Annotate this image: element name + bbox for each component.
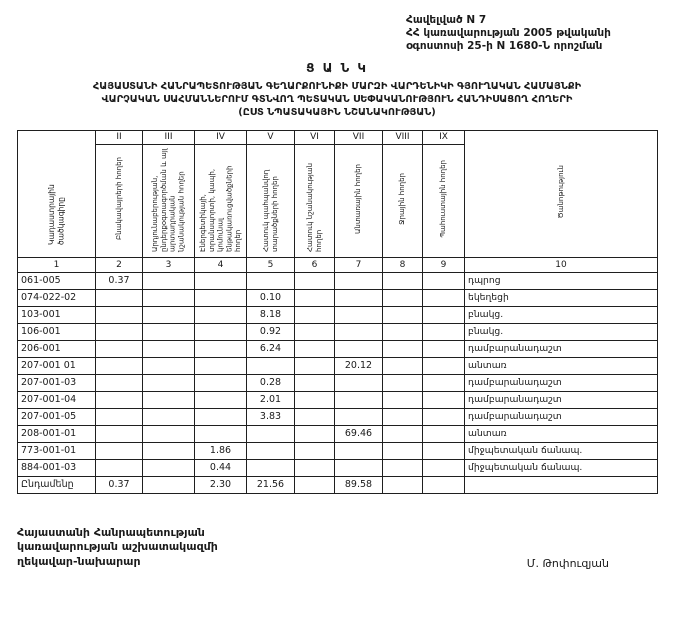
col-number: 6 <box>295 257 335 272</box>
column-number-row <box>18 257 658 272</box>
col-header-water-lands: Ջրային հողեր <box>383 144 423 257</box>
area-value-cell <box>195 357 247 374</box>
table-row <box>18 374 658 391</box>
cadastral-code-cell: 207-001-04 <box>18 391 96 408</box>
doc-title: Ց Ա Ն Կ <box>306 61 368 76</box>
roman-header-2: II <box>96 130 143 144</box>
area-value-cell: 21.56 <box>247 476 295 493</box>
subtitle-line-1: ՀԱՅԱՍՏԱՆԻ ՀԱՆՐԱՊԵՏՈՒԹՅԱՆ ԳԵՂԱՐՔՈՒՆԻՔԻ ՄԱՐԶԻ ՎԱՐԴԵՆԻԿԻ ԳՅՈՒՂԱԿԱՆ ՀԱՄԱՅՆՔԻ <box>92 81 582 93</box>
area-value-cell <box>195 425 247 442</box>
area-value-cell: 6.24 <box>247 340 295 357</box>
area-value-cell <box>143 459 195 476</box>
area-value-cell: 2.01 <box>247 391 295 408</box>
area-value-cell <box>335 408 383 425</box>
note-cell <box>465 476 658 493</box>
area-value-cell <box>195 289 247 306</box>
col-number: 4 <box>195 257 247 272</box>
footer-line-1: Հայաստանի Հանրապետության <box>17 525 205 539</box>
area-value-cell <box>383 340 423 357</box>
area-value-cell <box>423 408 465 425</box>
area-value-cell <box>295 391 335 408</box>
note-cell: դամբարանադաշտ <box>465 340 658 357</box>
area-value-cell <box>295 408 335 425</box>
area-value-cell <box>295 442 335 459</box>
col-header-settlement-lands: Բնակավայրերի հողեր <box>96 144 143 257</box>
table-row <box>18 459 658 476</box>
cadastral-code-cell: 106-001 <box>18 323 96 340</box>
table-row <box>18 272 658 289</box>
area-value-cell: 0.92 <box>247 323 295 340</box>
col-number: 5 <box>247 257 295 272</box>
area-value-cell <box>383 442 423 459</box>
area-value-cell <box>96 357 143 374</box>
area-value-cell <box>195 374 247 391</box>
area-value-cell <box>195 408 247 425</box>
area-value-cell <box>335 340 383 357</box>
footer-line-2: կառավարության աշխատակազմի <box>17 540 218 554</box>
table-row <box>18 408 658 425</box>
note-cell: դպրոց <box>465 272 658 289</box>
area-value-cell <box>247 442 295 459</box>
area-value-cell <box>335 442 383 459</box>
area-value-cell <box>423 340 465 357</box>
cadastral-code-cell: 208-001-01 <box>18 425 96 442</box>
table-total-row <box>18 476 658 493</box>
table-row <box>18 357 658 374</box>
area-value-cell: 0.10 <box>247 289 295 306</box>
table-body <box>18 272 658 493</box>
area-value-cell <box>383 272 423 289</box>
area-value-cell <box>295 476 335 493</box>
col-number: 3 <box>143 257 195 272</box>
area-value-cell <box>143 374 195 391</box>
area-value-cell <box>295 289 335 306</box>
area-value-cell <box>195 391 247 408</box>
area-value-cell <box>295 357 335 374</box>
area-value-cell <box>383 425 423 442</box>
note-cell: դամբարանադաշտ <box>465 391 658 408</box>
area-value-cell <box>96 374 143 391</box>
annex-line-3: օգոստոսի 25-ի N 1680-Ն որոշման <box>406 40 603 53</box>
cadastral-code-cell: 207-001-03 <box>18 374 96 391</box>
col-header-cadastral-code <box>18 130 96 257</box>
area-value-cell <box>295 374 335 391</box>
cadastral-code-cell: 884-001-03 <box>18 459 96 476</box>
area-value-cell <box>423 323 465 340</box>
area-value-cell <box>195 323 247 340</box>
note-cell: բնակց. <box>465 323 658 340</box>
roman-header-9: IX <box>423 130 465 144</box>
area-value-cell: 0.37 <box>96 476 143 493</box>
area-value-cell <box>96 391 143 408</box>
col-header-industrial-lands: Արդյունաբերության, ընդերքօգտագործման և այլ արտադրական նշանակության հողեր <box>143 144 195 257</box>
area-value-cell <box>423 425 465 442</box>
note-header-label: Ծանոթություն <box>556 165 565 219</box>
note-cell: դամբարանադաշտ <box>465 374 658 391</box>
cadastral-code-cell: 207-001 01 <box>18 357 96 374</box>
area-value-cell <box>247 357 295 374</box>
table-header <box>18 130 658 272</box>
area-value-cell <box>295 459 335 476</box>
area-value-cell <box>143 340 195 357</box>
area-value-cell <box>96 289 143 306</box>
total-label-cell: Ընդամենը <box>18 476 96 493</box>
area-value-cell <box>335 306 383 323</box>
footer-office-block <box>17 526 218 571</box>
area-value-cell <box>96 306 143 323</box>
area-value-cell <box>383 289 423 306</box>
area-value-cell <box>143 442 195 459</box>
area-value-cell <box>143 425 195 442</box>
roman-header-6: VI <box>295 130 335 144</box>
area-value-cell <box>247 459 295 476</box>
note-cell: եկեղեցի <box>465 289 658 306</box>
area-value-cell <box>335 323 383 340</box>
area-value-cell: 8.18 <box>247 306 295 323</box>
note-cell: դամբարանադաշտ <box>465 408 658 425</box>
note-cell: անտառ <box>465 425 658 442</box>
area-value-cell <box>335 391 383 408</box>
area-value-cell <box>423 459 465 476</box>
area-value-cell: 20.12 <box>335 357 383 374</box>
area-value-cell <box>383 459 423 476</box>
col-number: 2 <box>96 257 143 272</box>
area-value-cell <box>96 408 143 425</box>
area-value-cell: 0.28 <box>247 374 295 391</box>
roman-header-5: V <box>247 130 295 144</box>
footer <box>17 526 637 571</box>
area-value-cell <box>143 357 195 374</box>
cadastral-code-cell: 206-001 <box>18 340 96 357</box>
area-value-cell <box>335 272 383 289</box>
table-row <box>18 442 658 459</box>
roman-header-7: VII <box>335 130 383 144</box>
cadastral-code-header-label: Կադաստրային ծածկագիրը <box>47 184 66 246</box>
subtitle-line-2: ՎԱՐՉԱԿԱՆ ՍԱՀՄԱՆՆԵՐՈՒՄ ԳՏՆՎՈՂ ՊԵՏԱԿԱՆ ՍԵՓԱԿԱՆՈՒԹՅՈՒՆ ՀԱՆԴԻՍԱՑՈՂ ՀՈՂԵՐԻ <box>101 94 573 106</box>
area-value-cell <box>383 391 423 408</box>
area-value-cell: 2.30 <box>195 476 247 493</box>
area-value-cell <box>383 476 423 493</box>
cadastral-code-cell: 103-001 <box>18 306 96 323</box>
col-number: 8 <box>383 257 423 272</box>
col-number: 1 <box>18 257 96 272</box>
area-value-cell <box>295 306 335 323</box>
area-value-cell <box>195 340 247 357</box>
roman-header-3: III <box>143 130 195 144</box>
table-row <box>18 289 658 306</box>
col-header-forest-lands: Անտառային հողեր <box>335 144 383 257</box>
area-value-cell <box>335 459 383 476</box>
signature-name: Մ. Թոփուզյան <box>526 557 609 571</box>
area-value-cell <box>143 272 195 289</box>
area-value-cell: 89.58 <box>335 476 383 493</box>
area-value-cell <box>143 306 195 323</box>
subtitle-line-3: (ԸՍՏ ՆՊԱՏԱԿԱՅԻՆ ՆՇԱՆԱԿՈՒԹՅԱՆ) <box>238 106 436 118</box>
table-row <box>18 425 658 442</box>
area-value-cell: 0.37 <box>96 272 143 289</box>
area-value-cell <box>143 391 195 408</box>
table-row <box>18 323 658 340</box>
annex-line-1: Հավելված N 7 <box>406 14 487 26</box>
area-value-cell: 69.46 <box>335 425 383 442</box>
cadastral-code-cell: 207-001-05 <box>18 408 96 425</box>
area-value-cell <box>383 374 423 391</box>
cadastral-code-cell: 074-022-02 <box>18 289 96 306</box>
col-header-reserve-lands: Պահուստային հողեր <box>423 144 465 257</box>
area-value-cell <box>295 323 335 340</box>
area-value-cell <box>423 391 465 408</box>
col-number: 7 <box>335 257 383 272</box>
cadastral-code-cell: 773-001-01 <box>18 442 96 459</box>
note-cell: միջպետական ճանապ. <box>465 442 658 459</box>
area-value-cell <box>96 323 143 340</box>
area-value-cell <box>423 442 465 459</box>
area-value-cell <box>143 408 195 425</box>
area-value-cell <box>383 408 423 425</box>
table-row <box>18 391 658 408</box>
area-value-cell <box>423 357 465 374</box>
area-value-cell <box>143 476 195 493</box>
cadastral-code-cell: 061-005 <box>18 272 96 289</box>
land-table <box>17 130 658 494</box>
col-header-transport-lands: Էներգետիկայի, տրանսպորտի, կապի, կոմունալ ենթակառուցվածքների հողեր <box>195 144 247 257</box>
area-value-cell: 3.83 <box>247 408 295 425</box>
area-value-cell <box>195 272 247 289</box>
area-value-cell <box>247 425 295 442</box>
area-value-cell <box>335 374 383 391</box>
area-value-cell: 0.44 <box>195 459 247 476</box>
col-header-protected-lands: Հատուկ պահպանվող տարածքների հողեր <box>247 144 295 257</box>
table-row <box>18 306 658 323</box>
note-cell: բնակց. <box>465 306 658 323</box>
area-value-cell <box>143 323 195 340</box>
annex-line-2: ՀՀ կառավարության 2005 թվականի <box>406 27 611 40</box>
table-row <box>18 340 658 357</box>
area-value-cell: 1.86 <box>195 442 247 459</box>
area-value-cell <box>335 289 383 306</box>
roman-header-4: IV <box>195 130 247 144</box>
col-number: 10 <box>465 257 658 272</box>
area-value-cell <box>143 289 195 306</box>
area-value-cell <box>423 289 465 306</box>
doc-subtitle <box>0 81 674 119</box>
area-value-cell <box>247 272 295 289</box>
roman-header-8: VIII <box>383 130 423 144</box>
footer-line-3: ղեկավար-նախարար <box>17 555 141 569</box>
area-value-cell <box>423 476 465 493</box>
area-value-cell <box>295 272 335 289</box>
area-value-cell <box>96 442 143 459</box>
area-value-cell <box>423 374 465 391</box>
annex-reference <box>406 14 658 53</box>
area-value-cell <box>383 306 423 323</box>
col-number: 9 <box>423 257 465 272</box>
area-value-cell <box>195 306 247 323</box>
roman-numeral-row <box>18 130 658 144</box>
area-value-cell <box>423 306 465 323</box>
area-value-cell <box>295 340 335 357</box>
col-header-note <box>465 130 658 257</box>
area-value-cell <box>295 425 335 442</box>
note-cell: անտառ <box>465 357 658 374</box>
area-value-cell <box>383 357 423 374</box>
area-value-cell <box>96 459 143 476</box>
area-value-cell <box>96 340 143 357</box>
area-value-cell <box>423 272 465 289</box>
area-value-cell <box>96 425 143 442</box>
note-cell: միջպետական ճանապ. <box>465 459 658 476</box>
col-header-special-lands: Հատուկ նշանակության հողեր <box>295 144 335 257</box>
area-value-cell <box>383 323 423 340</box>
